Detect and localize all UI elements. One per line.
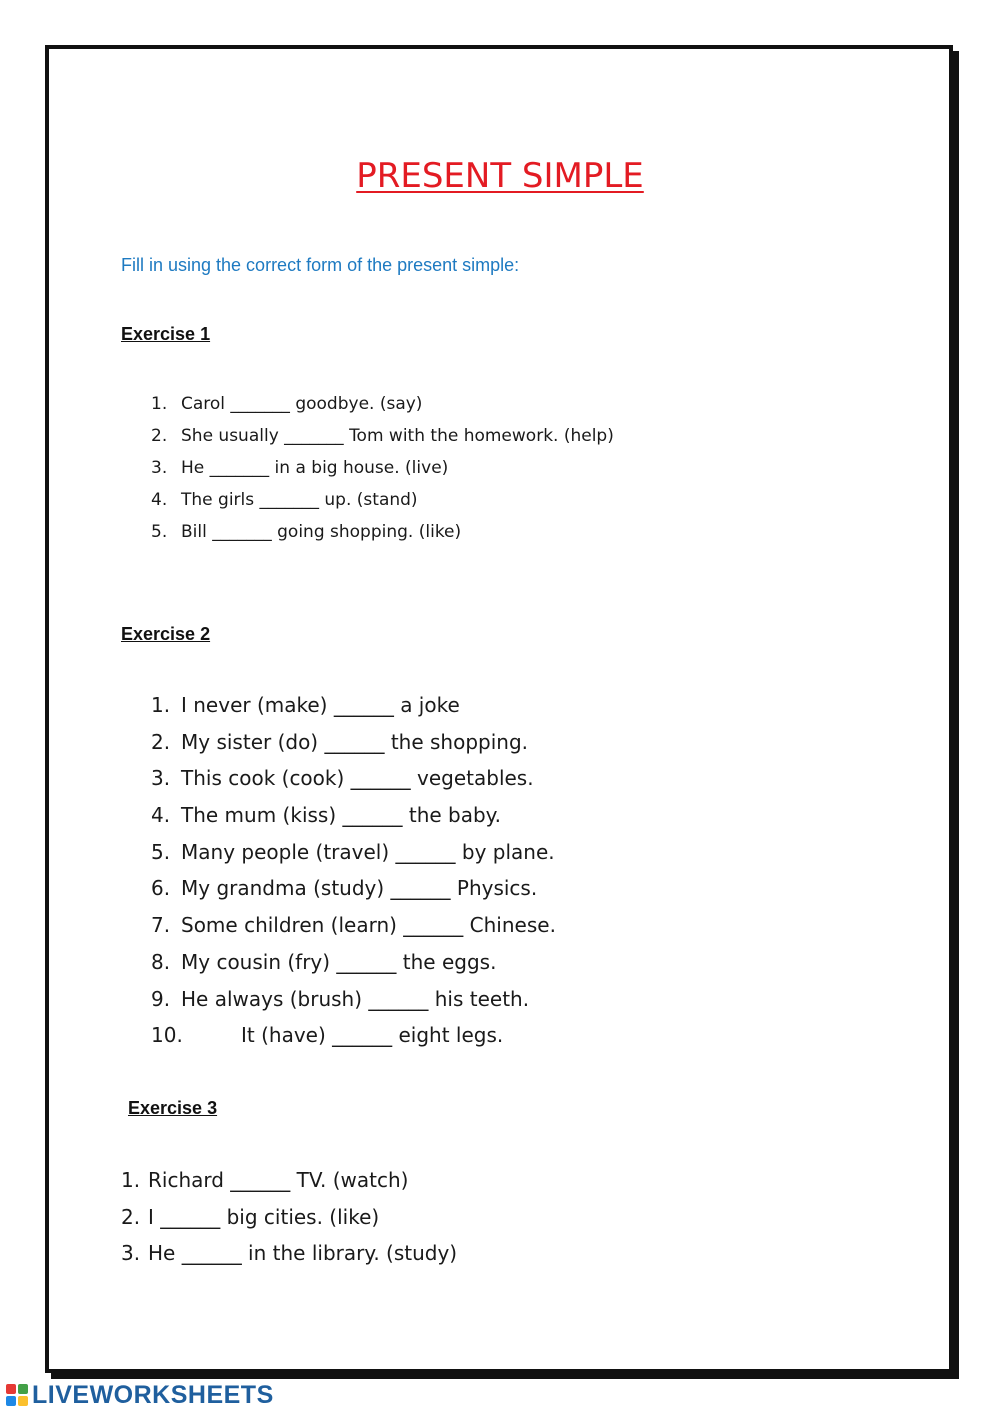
item-text: Many people (travel) ______ by plane. (181, 839, 555, 864)
liveworksheets-logo-icon (6, 1384, 28, 1406)
exercise-1-item (151, 489, 614, 521)
item-text: I never (make) ______ a joke (181, 693, 460, 717)
exercise-1-item (151, 393, 614, 425)
item-text: She usually _______ Tom with the homework. (help) (181, 426, 614, 446)
item-text: I ______ big cities. (like) (148, 1204, 380, 1229)
exercise-1-list (151, 393, 614, 553)
item-number: 1. (151, 394, 168, 414)
exercise-2-item (151, 949, 556, 986)
item-text: My cousin (fry) ______ the eggs. (181, 949, 497, 974)
exercise-2-item (151, 1022, 556, 1059)
exercise-1-item (151, 457, 614, 489)
logo-square-yellow (18, 1396, 28, 1406)
item-text: This cook (cook) ______ vegetables. (181, 766, 534, 791)
exercise-3-heading: Exercise 3 (128, 1098, 218, 1118)
item-number: 6. (151, 876, 171, 901)
item-text: He _______ in a big house. (live) (181, 458, 449, 478)
liveworksheets-brand[interactable] (6, 1381, 274, 1409)
exercise-2-heading: Exercise 2 (121, 624, 211, 644)
item-text: The mum (kiss) ______ the baby. (181, 803, 502, 828)
exercise-3-list (121, 1167, 457, 1277)
item-text: It (have) ______ eight legs. (241, 1023, 504, 1048)
item-number: 4. (151, 490, 168, 510)
exercise-1-item (151, 425, 614, 457)
exercise-1-heading: Exercise 1 (121, 324, 211, 344)
instruction-text: Fill in using the correct form of the present simple: (121, 255, 520, 275)
item-text: My grandma (study) ______ Physics. (181, 876, 538, 901)
exercise-3-item (121, 1240, 457, 1277)
exercise-3-item (121, 1204, 457, 1241)
exercise-2-item (151, 802, 556, 839)
item-number: 10. (151, 1023, 183, 1048)
item-number: 8. (151, 949, 171, 974)
item-text: Bill _______ going shopping. (like) (181, 522, 462, 542)
item-number: 3. (151, 458, 168, 478)
item-text: Carol _______ goodbye. (say) (181, 394, 423, 414)
logo-square-blue (6, 1396, 16, 1406)
exercise-1-item (151, 521, 614, 553)
brand-name: LIVEWORKSHEETS (32, 1380, 274, 1409)
item-number: 5. (151, 522, 168, 542)
exercise-2-item (151, 875, 556, 912)
item-text: The girls _______ up. (stand) (181, 490, 418, 510)
logo-square-green (18, 1384, 28, 1394)
item-text: My sister (do) ______ the shopping. (181, 729, 529, 754)
exercise-2-item (151, 729, 556, 766)
logo-square-red (6, 1384, 16, 1394)
exercise-2-item (151, 765, 556, 802)
item-number: 3. (151, 766, 171, 791)
item-text: Some children (learn) ______ Chinese. (181, 913, 556, 938)
item-text: Richard ______ TV. (watch) (148, 1168, 409, 1192)
item-text: He always (brush) ______ his teeth. (181, 986, 530, 1011)
item-number: 1. (151, 693, 171, 717)
exercise-2-item (151, 692, 556, 729)
item-number: 2. (151, 426, 168, 446)
exercise-2-item (151, 986, 556, 1023)
exercise-2-item (151, 912, 556, 949)
page-title: PRESENT SIMPLE (356, 156, 644, 196)
item-number: 4. (151, 803, 171, 828)
item-number: 3. (121, 1241, 141, 1266)
exercise-2-list (151, 692, 556, 1059)
item-number: 1. (121, 1168, 141, 1192)
item-number: 2. (151, 729, 171, 754)
item-number: 7. (151, 913, 171, 938)
exercise-3-item (121, 1167, 457, 1204)
item-number: 5. (151, 839, 171, 864)
item-number: 9. (151, 986, 171, 1011)
exercise-2-item (151, 839, 556, 876)
item-text: He ______ in the library. (study) (148, 1241, 458, 1266)
item-number: 2. (121, 1204, 141, 1229)
